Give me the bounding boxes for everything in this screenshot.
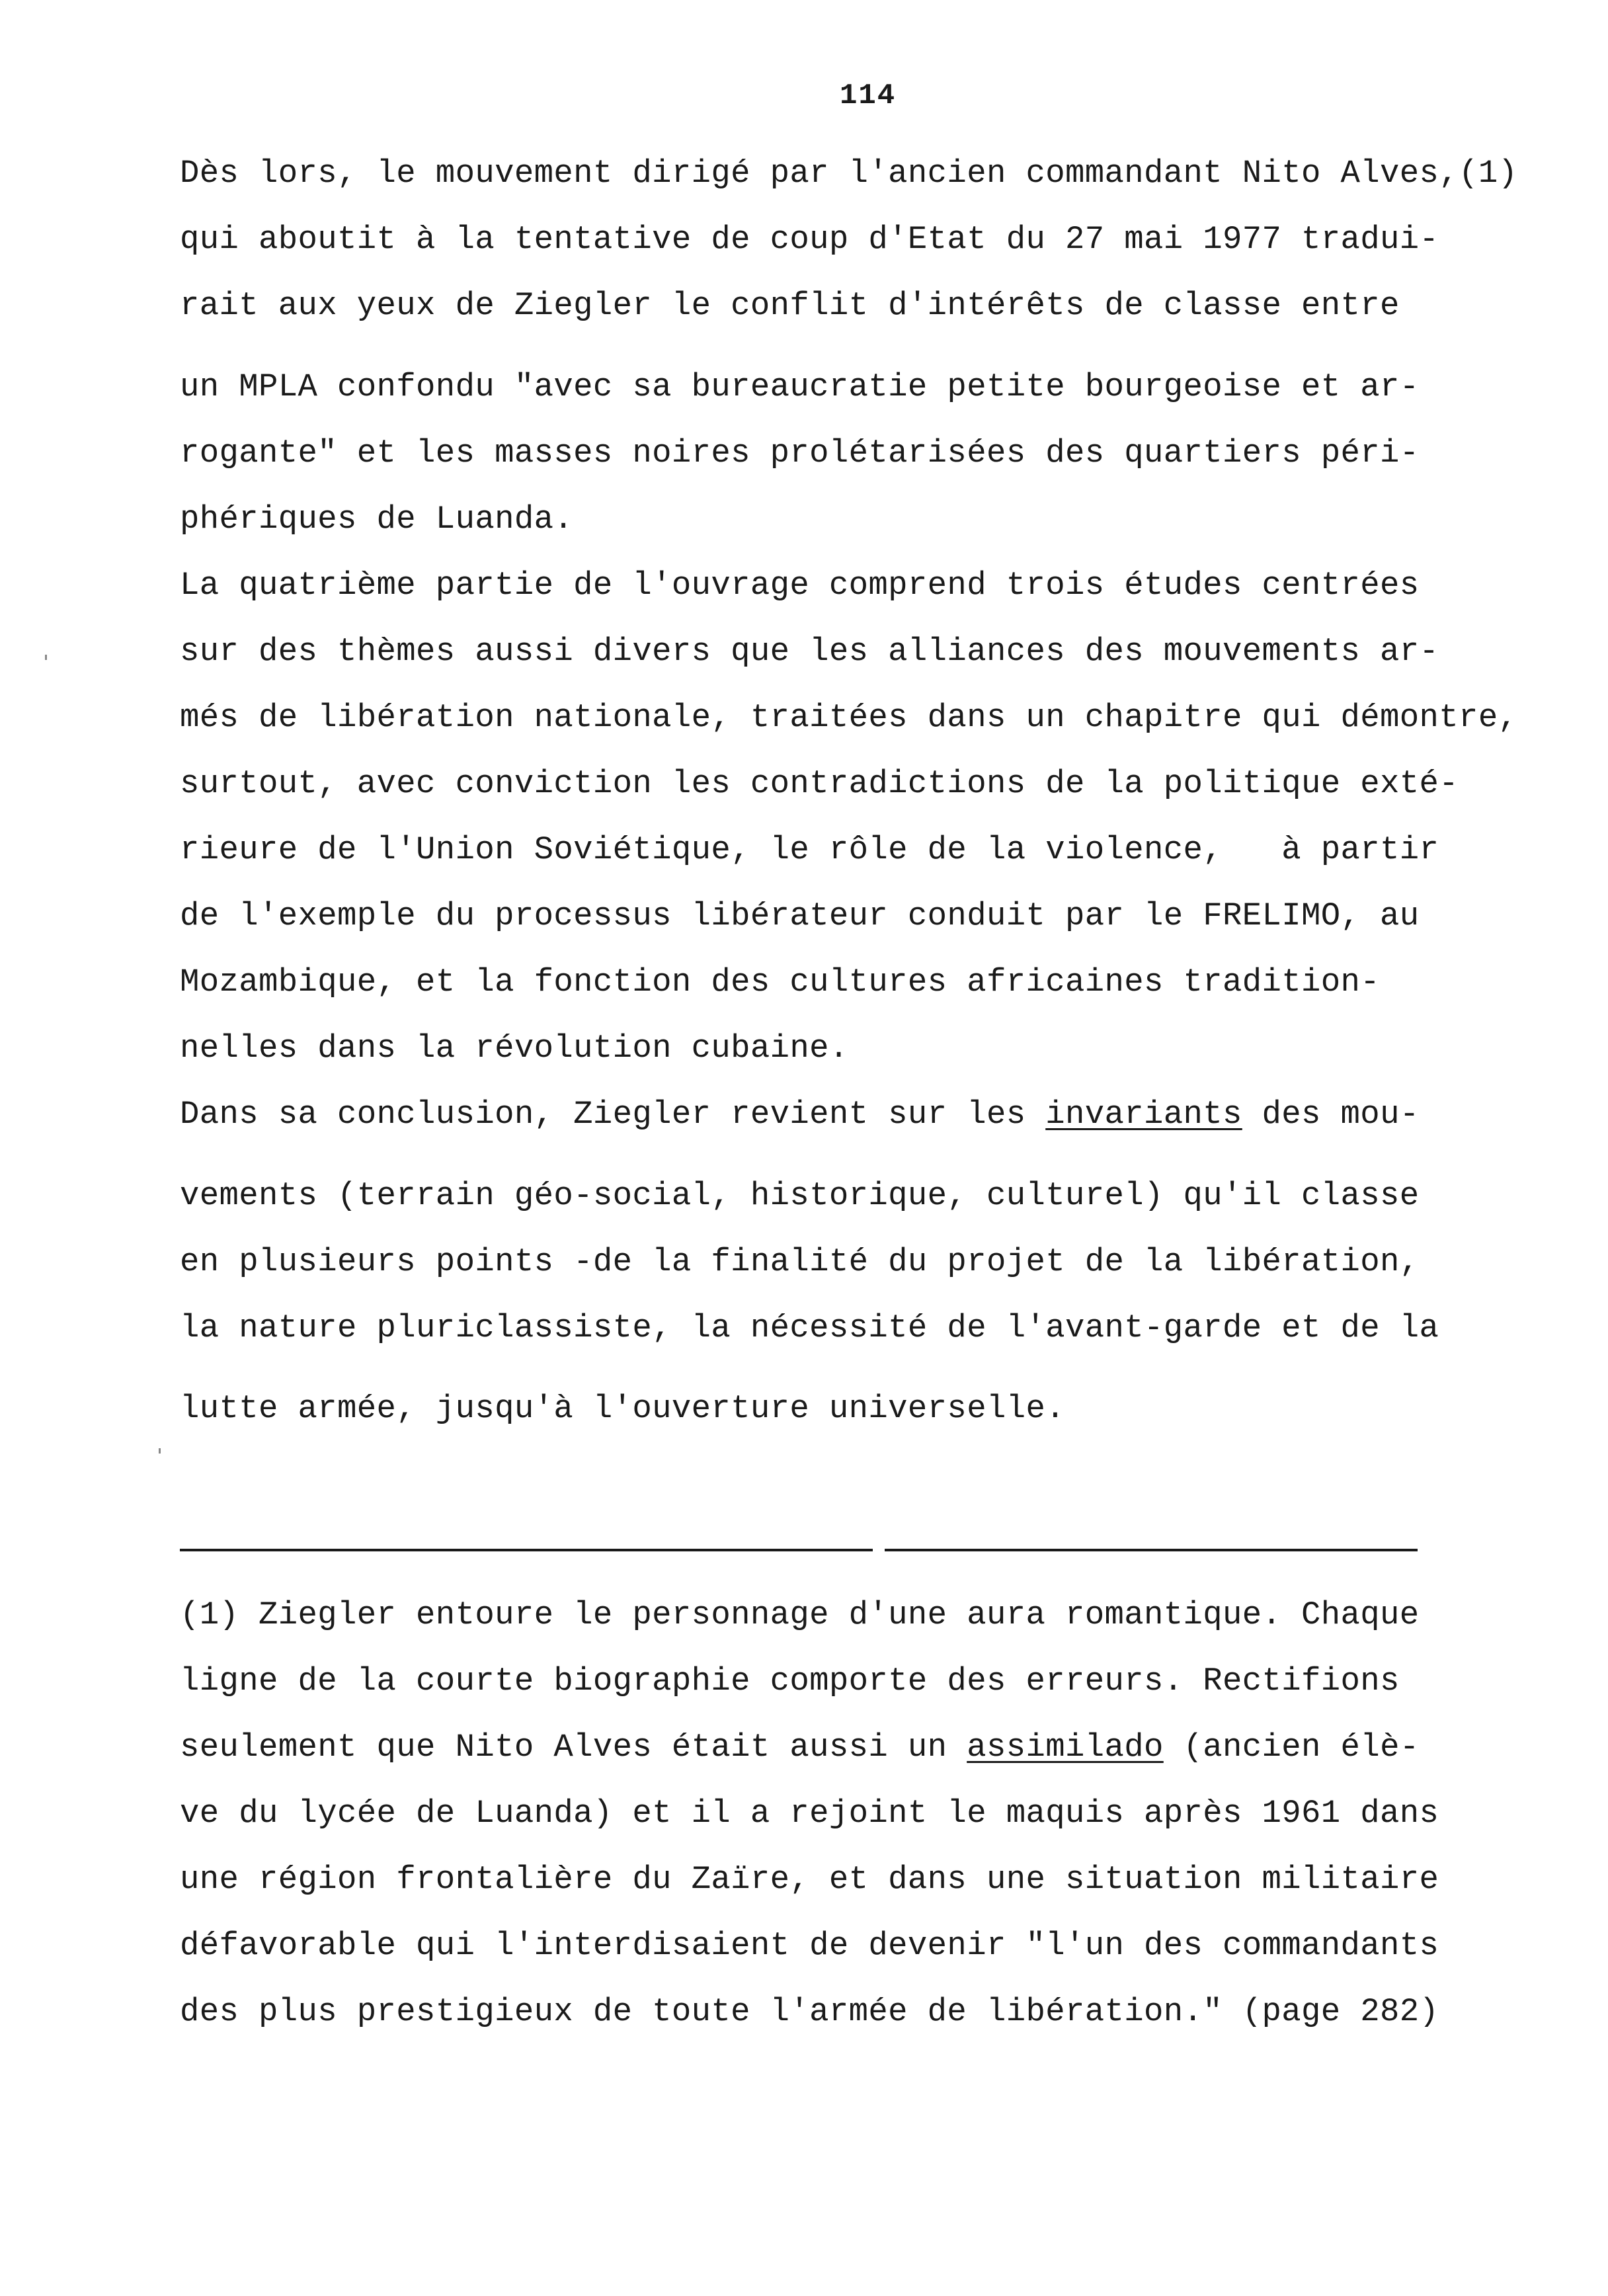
body-line: en plusieurs points -de la finalité du projet de la libération, — [180, 1243, 1420, 1280]
scan-artifact — [159, 1448, 161, 1454]
body-line: Dès lors, le mouvement dirigé par l'ancien commandant Nito Alves,(1) — [180, 155, 1518, 192]
footnote-line: défavorable qui l'interdisaient de devenir "l'un des commandants — [180, 1927, 1439, 1964]
body-line: rogante" et les masses noires prolétarisées des quartiers péri- — [180, 434, 1420, 472]
body-text-span: des mou- — [1242, 1096, 1420, 1133]
footnote-line-with-emphasis — [180, 1727, 1420, 1767]
page-number: 114 — [840, 79, 897, 112]
footnote-rule-left — [180, 1549, 873, 1551]
body-line: surtout, avec conviction les contradictions de la politique exté- — [180, 765, 1459, 802]
footnote-rule-right — [885, 1549, 1418, 1551]
body-line: la nature pluriclassiste, la nécessité de l'avant-garde et de la — [180, 1309, 1439, 1346]
body-line: rieure de l'Union Soviétique, le rôle de la violence, à partir — [180, 831, 1439, 868]
body-line: més de libération nationale, traitées dans un chapitre qui démontre, — [180, 699, 1518, 736]
body-text-span: Dans sa conclusion, Ziegler revient sur les — [180, 1096, 1046, 1133]
scan-artifact — [45, 655, 47, 660]
footnote-text-span: (ancien élè- — [1163, 1729, 1420, 1766]
body-line: vements (terrain géo-social, historique, culturel) qu'il classe — [180, 1177, 1420, 1214]
body-line: lutte armée, jusqu'à l'ouverture universelle. — [180, 1390, 1065, 1427]
body-line: qui aboutit à la tentative de coup d'Etat du 27 mai 1977 tradui- — [180, 221, 1439, 258]
footnote-line: une région frontalière du Zaïre, et dans une situation militaire — [180, 1861, 1439, 1898]
body-line: phériques de Luanda. — [180, 501, 574, 538]
underlined-term: assimilado — [967, 1729, 1164, 1766]
footnote-line: des plus prestigieux de toute l'armée de libération." (page 282) — [180, 1993, 1439, 2030]
footnote-line: ve du lycée de Luanda) et il a rejoint le maquis après 1961 dans — [180, 1795, 1439, 1832]
body-line: sur des thèmes aussi divers que les alliances des mouvements ar- — [180, 633, 1439, 670]
footnote-text-span: seulement que Nito Alves était aussi un — [180, 1729, 967, 1766]
body-line: Mozambique, et la fonction des cultures africaines tradition- — [180, 964, 1381, 1001]
body-line: rait aux yeux de Ziegler le conflit d'intérêts de classe entre — [180, 287, 1400, 324]
body-line: La quatrième partie de l'ouvrage comprend trois études centrées — [180, 567, 1420, 604]
footnote-line: (1) Ziegler entoure le personnage d'une aura romantique. Chaque — [180, 1596, 1420, 1633]
body-line-with-emphasis — [180, 1094, 1420, 1134]
body-line: nelles dans la révolution cubaine. — [180, 1030, 849, 1067]
body-line: de l'exemple du processus libérateur conduit par le FRELIMO, au — [180, 897, 1420, 934]
body-line: un MPLA confondu "avec sa bureaucratie petite bourgeoise et ar- — [180, 368, 1420, 405]
underlined-term: invariants — [1045, 1096, 1242, 1133]
footnote-line: ligne de la courte biographie comporte des erreurs. Rectifions — [180, 1662, 1400, 1700]
